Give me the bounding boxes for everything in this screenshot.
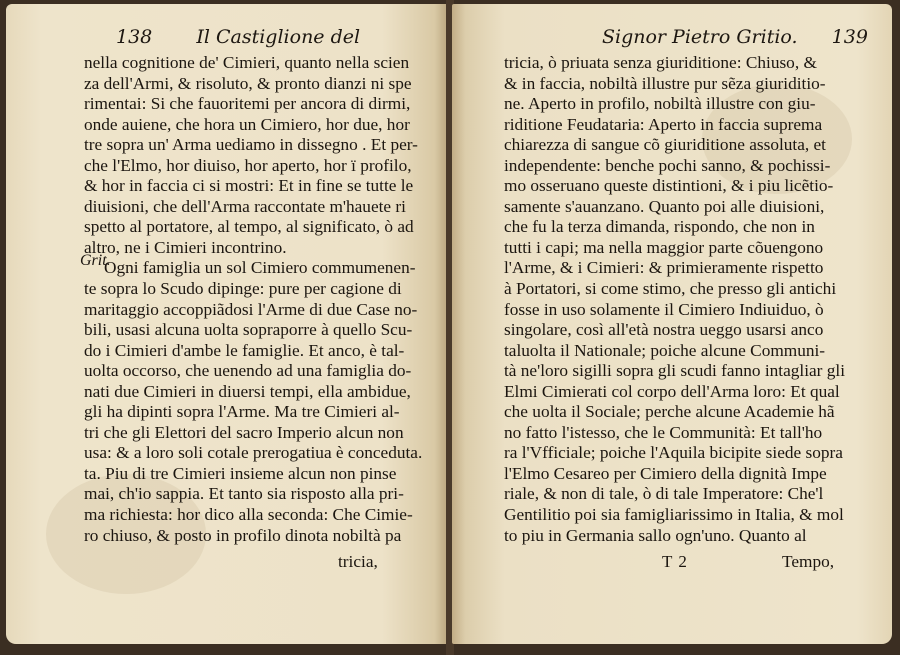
- text-line: ro chiuso, & posto in profilo dinota nobiltà pa: [84, 525, 402, 545]
- text-line: tricia, ò priuata senza giuriditione: Chiuso, &: [504, 53, 817, 72]
- text-line: che fu la terza dimanda, rispondo, che non in: [504, 217, 815, 237]
- text-line: tutti i capi; ma nella maggior parte cõuengono: [504, 237, 824, 257]
- text-line: za dell'Armi, & risoluto, & pronto dianzi ni spe: [84, 73, 412, 93]
- text-line: usa: & a loro soli cotale prerogatiua è conceduta.: [84, 443, 423, 463]
- text-line: à Portatori, si come stimo, che presso gli antichi: [504, 279, 837, 299]
- left-running-title: Il Castiglione del: [196, 26, 361, 48]
- text-line: riale, & non di tale, ò di tale Imperatore: Che'l: [504, 484, 824, 504]
- text-line: do i Cimieri d'ambe le famiglie. Et anco, è tal-: [84, 340, 405, 360]
- text-line: & hor in faccia ci si mostri: Et in fine se tutte le: [84, 176, 414, 196]
- right-running-title: Signor Pietro Gritio.: [602, 26, 798, 48]
- signature-mark: T 2: [662, 552, 688, 571]
- text-line: te sopra lo Scudo dipinge: pure per cagione di: [84, 279, 402, 299]
- left-page: [6, 4, 448, 644]
- text-line: tà ne'loro sigilli sopra gli scudi fanno intagliar gli: [504, 361, 845, 381]
- text-line: chiarezza di sangue cõ giuriditione assoluta, et: [504, 135, 826, 155]
- left-text-block: [84, 53, 422, 546]
- text-line: che l'Elmo, hor diuiso, hor aperto, hor ï profilo,: [84, 155, 412, 175]
- right-page-header: [602, 26, 868, 48]
- text-line: ma richiesta: hor dico alla seconda: Che Cimie-: [84, 505, 413, 525]
- speaker-gloss: Grit.: [80, 252, 111, 269]
- text-line: to piu in Germania sallo ogn'uno. Quanto al: [504, 525, 807, 545]
- text-line: mai, ch'io sappia. Et tanto sia risposto alla pri-: [84, 484, 404, 504]
- right-catchword: Tempo,: [782, 552, 835, 571]
- text-line: Gentilitio poi sia famigliarissimo in Italia, & mol: [504, 505, 844, 525]
- text-line: mo osseruano queste distintioni, & i piu licẽtio-: [504, 176, 834, 196]
- text-line: ra l'Vfficiale; poiche l'Aquila bicipite siede sopra: [504, 443, 843, 463]
- text-line: Ogni famiglia un sol Cimiero commumenen-: [104, 258, 416, 278]
- text-line: che uolta il Sociale; perche alcune Academie hã: [504, 402, 835, 422]
- right-text-block: [504, 53, 845, 546]
- text-line: rimentai: Si che fauoritemi per ancora di dirmi,: [84, 94, 411, 114]
- text-line: onde auiene, che hora un Cimiero, hor due, hor: [84, 114, 410, 134]
- text-line: riditione Feudataria: Aperto in faccia suprema: [504, 114, 823, 134]
- text-line: samente s'auanzano. Quanto poi alle diuisioni,: [504, 196, 825, 216]
- right-page-number: 139: [831, 26, 868, 48]
- text-line: taluolta il Nationale; poiche alcune Communi-: [504, 340, 826, 360]
- text-line: l'Elmo Cesareo per Cimiero della dignità Impe: [504, 463, 827, 483]
- text-line: ta. Piu di tre Cimieri insieme alcun non pinse: [84, 463, 397, 483]
- text-line: independente: benche pochi sanno, & pochissi-: [504, 155, 831, 175]
- text-line: spetto al portatore, al tempo, al significato, ò ad: [84, 217, 414, 237]
- text-line: & in faccia, nobiltà illustre pur sẽza giuriditio-: [504, 73, 826, 93]
- text-line: fosse in uso solamente il Cimiero Indiuiduo, ò: [504, 299, 824, 319]
- text-line: ne. Aperto in profilo, nobiltà illustre con giu-: [504, 94, 816, 114]
- text-line: nella cognitione de' Cimieri, quanto nella scien: [84, 53, 410, 72]
- text-line: altro, ne i Cimieri incontrino.: [84, 237, 287, 257]
- text-line: maritaggio accoppiãdosi l'Arme di due Case no-: [84, 299, 418, 319]
- left-page-number: 138: [116, 26, 153, 48]
- text-line: singolare, così all'età nostra ueggo usarsi anco: [504, 320, 824, 340]
- text-line: tri che gli Elettori del sacro Imperio alcun non: [84, 422, 404, 442]
- text-line: uolta occorso, che uenendo ad una famiglia do-: [84, 361, 412, 381]
- left-page-header: [116, 26, 360, 48]
- text-line: bili, usasi alcuna uolta sopraporre à quello Scu-: [84, 320, 413, 340]
- text-line: l'Arme, & i Cimieri: & primieramente rispetto: [504, 258, 824, 278]
- text-line: no fatto l'istesso, che le Communità: Et tall'ho: [504, 422, 823, 442]
- text-line: tre sopra un' Arma uediamo in dissegno . Et per-: [84, 135, 418, 155]
- text-line: nati due Cimieri in diuersi tempi, ella ambidue,: [84, 381, 411, 401]
- right-page: [452, 4, 892, 644]
- text-line: gli ha dipinti sopra l'Arme. Ma tre Cimieri al-: [84, 402, 400, 422]
- text-line: diuisioni, che dell'Arma raccontate m'hauete ri: [84, 196, 406, 216]
- left-catchword: tricia,: [338, 552, 378, 571]
- text-line: Elmi Cimierati col corpo dell'Arma loro: Et qual: [504, 381, 840, 401]
